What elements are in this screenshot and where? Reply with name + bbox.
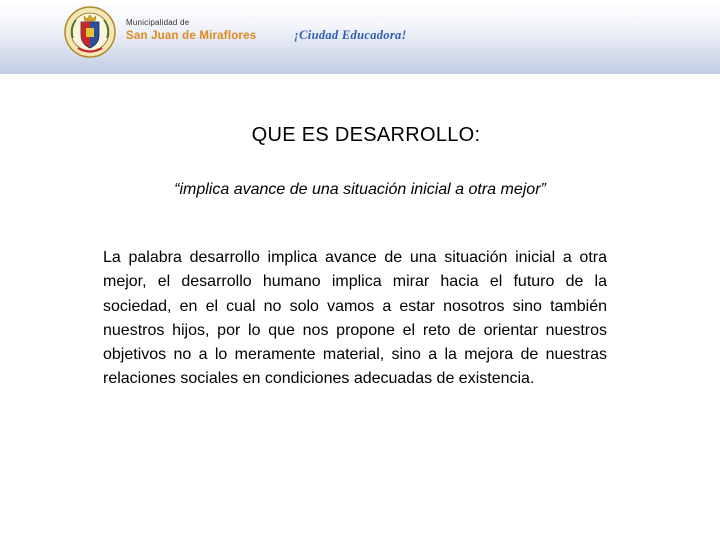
slogan-text: ¡Ciudad Educadora! (294, 28, 407, 42)
municipality-name: San Juan de Miraflores (126, 30, 257, 42)
header-banner (0, 0, 720, 74)
municipal-seal-icon (64, 6, 116, 58)
municipality-prefix: Municipalidad de (126, 18, 190, 27)
definition-quote: “implica avance de una situación inicial a otra mejor” (174, 181, 546, 198)
page-title: QUE ES DESARROLLO: (251, 124, 481, 146)
body-paragraph: La palabra desarrollo implica avance de una situación inicial a otra mejor, el desarrollo humano implica mirar hacia el futuro de la sociedad, en el cual no solo vamos a estar nosotros sino también nuestros hijos, por lo que nos propone el reto de orientar nuestros objetivos no a lo meramente material, sino a la mejora de nuestras relaciones sociales en condiciones adecuadas de existencia. (103, 249, 607, 388)
